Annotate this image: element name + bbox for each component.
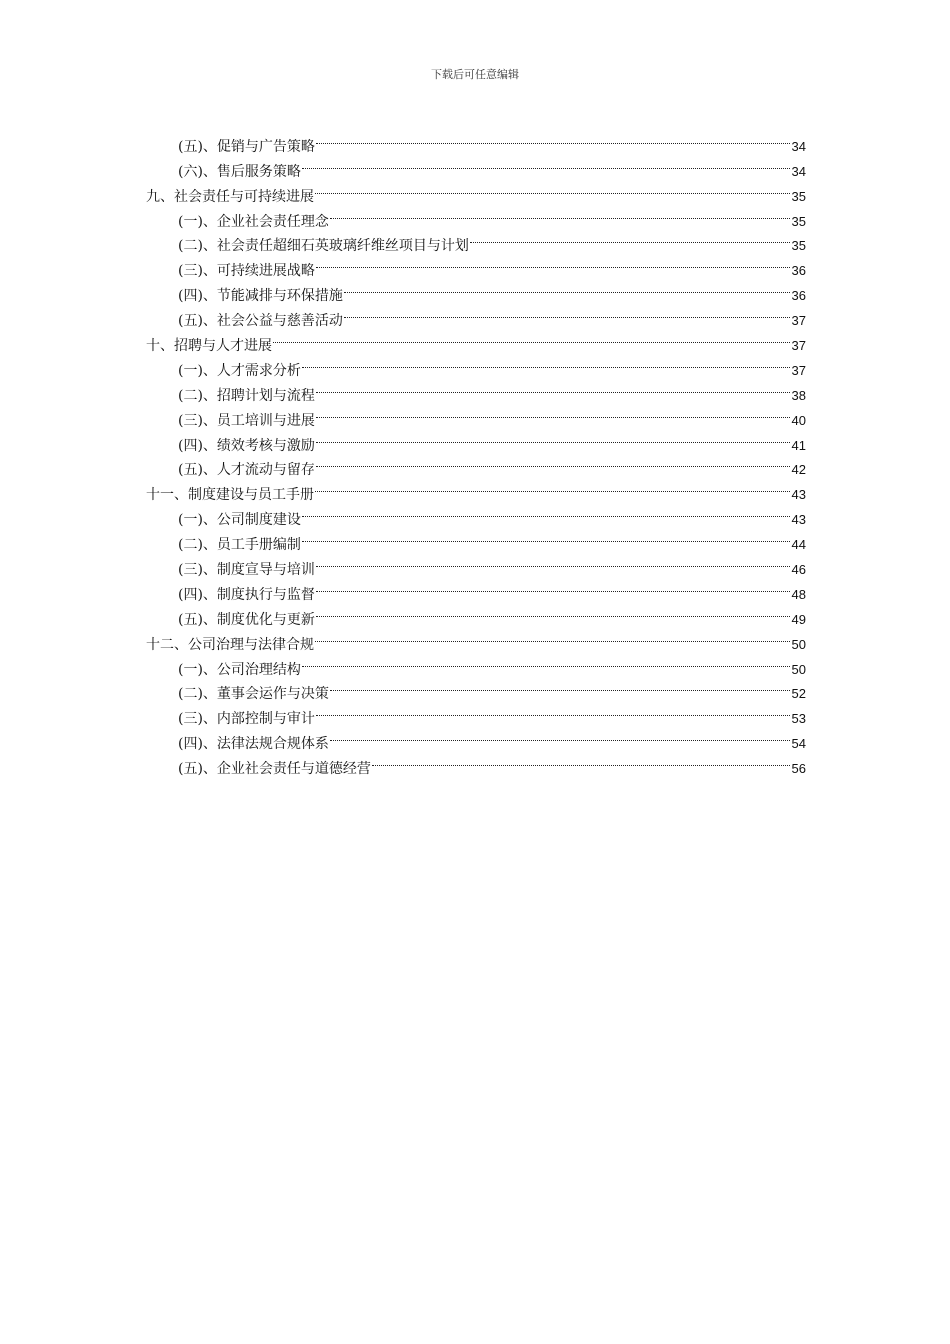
page-header: 下载后可任意编辑 bbox=[431, 68, 519, 81]
toc-page-number: 37 bbox=[791, 313, 806, 329]
toc-entry-title: 十、招聘与人才进展 bbox=[146, 338, 272, 355]
toc-dot-leader bbox=[329, 723, 792, 748]
toc-page-number: 42 bbox=[791, 462, 806, 478]
toc-dot-leader bbox=[371, 748, 792, 773]
toc-dot-leader bbox=[314, 624, 792, 649]
toc-entry-title: (三)、制度宣导与培训 bbox=[178, 562, 315, 579]
toc-page-number: 43 bbox=[791, 487, 806, 503]
toc-page-number: 56 bbox=[791, 761, 806, 777]
toc-dot-leader bbox=[315, 599, 792, 624]
toc-dot-leader bbox=[315, 450, 792, 475]
toc-page-number: 43 bbox=[791, 512, 806, 528]
toc-dot-leader bbox=[329, 674, 792, 699]
toc-entry-title: (五)、社会公益与慈善活动 bbox=[178, 313, 343, 330]
toc-dot-leader bbox=[301, 524, 792, 549]
toc-entry-title: (一)、企业社会责任理念 bbox=[178, 213, 329, 230]
toc-entry-title: (一)、人才需求分析 bbox=[178, 362, 301, 379]
toc-entry-title: (六)、售后服务策略 bbox=[178, 163, 301, 180]
toc-entry-title: (四)、绩效考核与激励 bbox=[178, 437, 315, 454]
toc-dot-leader bbox=[329, 201, 792, 226]
toc-entry-title: (二)、招聘计划与流程 bbox=[178, 387, 315, 404]
toc-entry-title: (二)、社会责任超细石英玻璃纤维丝项目与计划 bbox=[178, 238, 469, 255]
toc-entry-title: (一)、公司治理结构 bbox=[178, 661, 301, 678]
toc-page-number: 37 bbox=[791, 362, 806, 378]
toc-page-number: 35 bbox=[791, 213, 806, 229]
toc-page-number: 41 bbox=[791, 437, 806, 453]
toc-entry-title: (三)、内部控制与审计 bbox=[178, 711, 315, 728]
toc-entry-title: (五)、促销与广告策略 bbox=[178, 138, 315, 155]
toc-dot-leader bbox=[272, 325, 792, 350]
toc-entry-title: (五)、企业社会责任与道德经营 bbox=[178, 761, 371, 778]
toc-dot-leader bbox=[315, 574, 792, 599]
toc-dot-leader bbox=[301, 649, 792, 674]
toc-entry-title: (三)、员工培训与进展 bbox=[178, 412, 315, 429]
toc-entry-title: (四)、法律法规合规体系 bbox=[178, 736, 329, 753]
toc-page-number: 40 bbox=[791, 412, 806, 428]
toc-page-number: 50 bbox=[791, 661, 806, 677]
toc-dot-leader bbox=[315, 425, 792, 450]
toc-page-number: 36 bbox=[791, 288, 806, 304]
toc-page-number: 44 bbox=[791, 537, 806, 553]
toc-dot-leader bbox=[315, 250, 792, 275]
toc-section-entry[interactable] bbox=[146, 126, 806, 155]
toc-entry-title: 九、社会责任与可持续进展 bbox=[146, 188, 314, 205]
toc-page-number: 37 bbox=[791, 338, 806, 354]
toc-page-number: 34 bbox=[791, 138, 806, 154]
toc-entry-title: 十二、公司治理与法律合规 bbox=[146, 636, 314, 653]
toc-entry-title: (一)、公司制度建设 bbox=[178, 512, 301, 529]
toc-page-number: 54 bbox=[791, 736, 806, 752]
toc-entry-title: (五)、制度优化与更新 bbox=[178, 611, 315, 628]
toc-dot-leader bbox=[301, 499, 792, 524]
toc-entry-title: (四)、制度执行与监督 bbox=[178, 586, 315, 603]
toc-page-number: 52 bbox=[791, 686, 806, 702]
toc-dot-leader bbox=[315, 400, 792, 425]
toc-dot-leader bbox=[315, 549, 792, 574]
toc-entry-title: (五)、人才流动与留存 bbox=[178, 462, 315, 479]
toc-entry-title: (四)、节能减排与环保措施 bbox=[178, 288, 343, 305]
toc-entry-title: (三)、可持续进展战略 bbox=[178, 263, 315, 280]
toc-dot-leader bbox=[315, 126, 792, 151]
toc-dot-leader bbox=[315, 375, 792, 400]
toc-entry-title: (二)、董事会运作与决策 bbox=[178, 686, 329, 703]
toc-dot-leader bbox=[469, 226, 792, 251]
toc-dot-leader bbox=[315, 698, 792, 723]
toc-page-number: 35 bbox=[791, 238, 806, 254]
toc-page-number: 46 bbox=[791, 562, 806, 578]
toc-page-number: 49 bbox=[791, 611, 806, 627]
toc-page-number: 36 bbox=[791, 263, 806, 279]
toc-page-number: 35 bbox=[791, 188, 806, 204]
toc-dot-leader bbox=[343, 275, 792, 300]
table-of-contents bbox=[146, 126, 806, 778]
toc-dot-leader bbox=[343, 300, 792, 325]
toc-page-number: 34 bbox=[791, 163, 806, 179]
toc-dot-leader bbox=[314, 474, 792, 499]
toc-entry-title: 十一、制度建设与员工手册 bbox=[146, 487, 314, 504]
toc-dot-leader bbox=[314, 176, 792, 201]
toc-dot-leader bbox=[301, 151, 792, 176]
toc-page-number: 38 bbox=[791, 387, 806, 403]
toc-dot-leader bbox=[301, 350, 792, 375]
toc-page-number: 50 bbox=[791, 636, 806, 652]
toc-entry-title: (二)、员工手册编制 bbox=[178, 537, 301, 554]
toc-page-number: 48 bbox=[791, 586, 806, 602]
toc-page-number: 53 bbox=[791, 711, 806, 727]
